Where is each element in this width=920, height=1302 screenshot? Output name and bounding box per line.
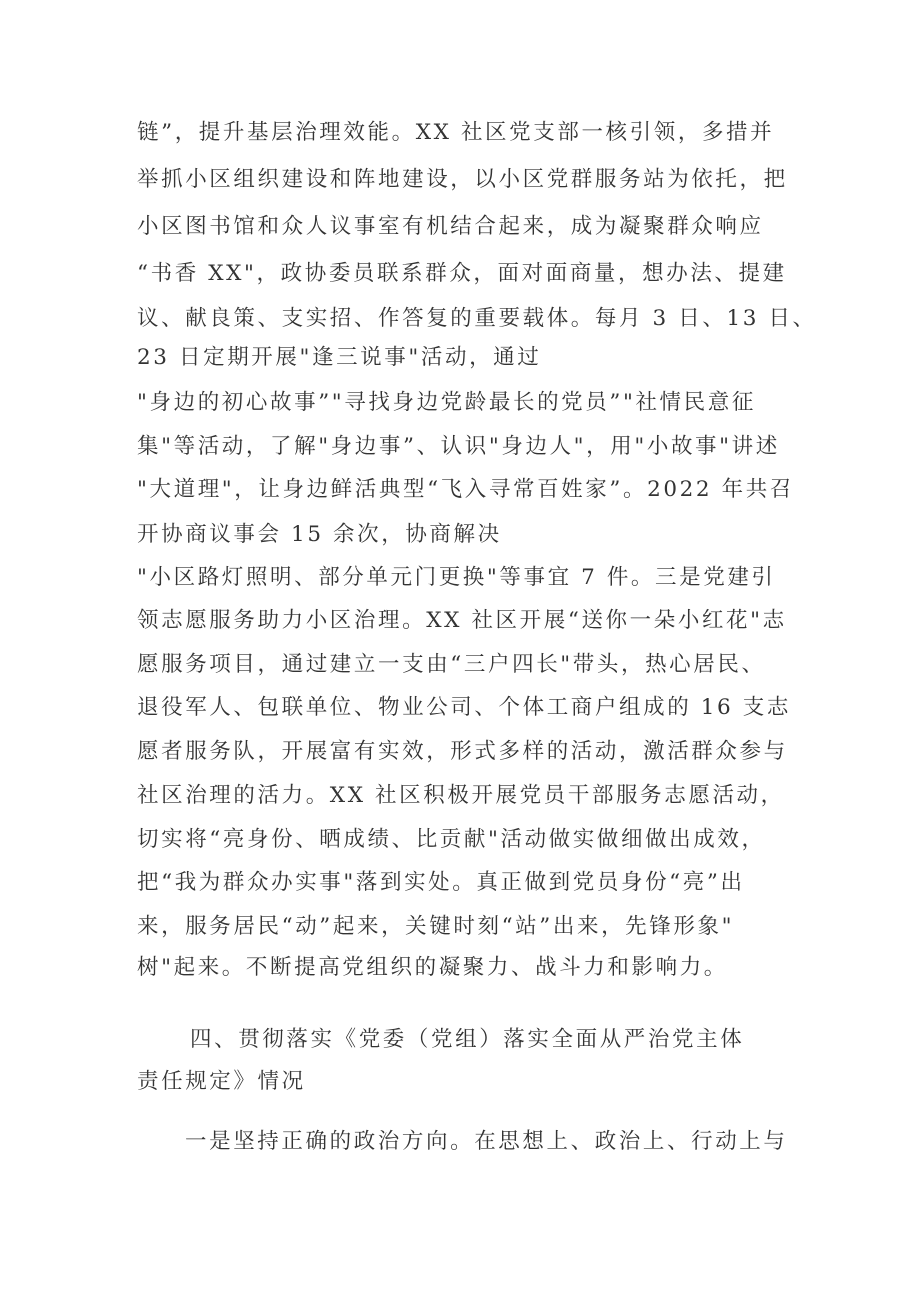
paragraph-line: 举抓小区组织建设和阵地建设，以小区党群服务站为依托，把 bbox=[137, 167, 788, 192]
paragraph-line: 链”，提升基层治理效能。XX 社区党支部一核引领，多措并 bbox=[137, 120, 775, 145]
paragraph-line: 树"起来。不断提高党组织的凝聚力、战斗力和影响力。 bbox=[137, 955, 728, 980]
paragraph-line: 社区治理的活力。XX 社区积极开展党员干部服务志愿活动， bbox=[137, 783, 785, 808]
paragraph-line: 集"等活动，了解"身边事”、认识"身边人"，用"小故事"讲述 bbox=[137, 434, 780, 459]
paragraph-line: 议、献良策、支实招、作答复的重要载体。每月 3 日、13 日、 bbox=[137, 306, 817, 331]
paragraph-line: 开协商议事会 15 余次，协商解决 bbox=[137, 522, 502, 547]
paragraph-line: "身边的初心故事”"寻找身边党龄最长的党员”"社情民意征 bbox=[137, 390, 756, 415]
paragraph-line: 23 日定期开展"逢三说事"活动，通过 bbox=[137, 345, 542, 370]
paragraph-line: "小区路灯照明、部分单元门更换"等事宜 7 件。三是党建引 bbox=[137, 565, 776, 590]
section-heading-continued: 责任规定》情况 bbox=[137, 1069, 306, 1094]
paragraph-line: 领志愿服务助力小区治理。XX 社区开展“送你一朵小红花"志 bbox=[137, 608, 787, 633]
paragraph-line: 退役军人、包联单位、物业公司、个体工商户组成的 16 支志 bbox=[137, 695, 791, 720]
paragraph-line: 小区图书馆和众人议事室有机结合起来，成为凝聚群众响应 bbox=[137, 214, 764, 239]
paragraph-line: 愿服务项目，通过建立一支由“三户四长"带头，热心居民、 bbox=[137, 652, 766, 677]
paragraph-line: "大道理"，让身边鲜活典型“飞入寻常百姓家”。2022 年共召 bbox=[137, 477, 794, 502]
paragraph-first-line: 一是坚持正确的政治方向。在思想上、政治上、行动上与 bbox=[185, 1129, 788, 1154]
paragraph-line: “书香 XX"，政协委员联系群众，面对面商量，想办法、提建 bbox=[137, 261, 787, 286]
paragraph-line: 愿者服务队，开展富有实效，形式多样的活动，激活群众参与 bbox=[137, 739, 788, 764]
section-heading: 四、贯彻落实《党委（党组）落实全面从严治党主体 bbox=[190, 1027, 745, 1052]
paragraph-line: 切实将“亮身份、晒成绩、比贡献"活动做实做细做出成效， bbox=[137, 827, 766, 852]
paragraph-line: 来，服务居民“动”起来，关键时刻“站”出来，先锋形象" bbox=[137, 914, 735, 939]
paragraph-line: 把“我为群众办实事"落到实处。真正做到党员身份“亮”出 bbox=[137, 870, 745, 895]
